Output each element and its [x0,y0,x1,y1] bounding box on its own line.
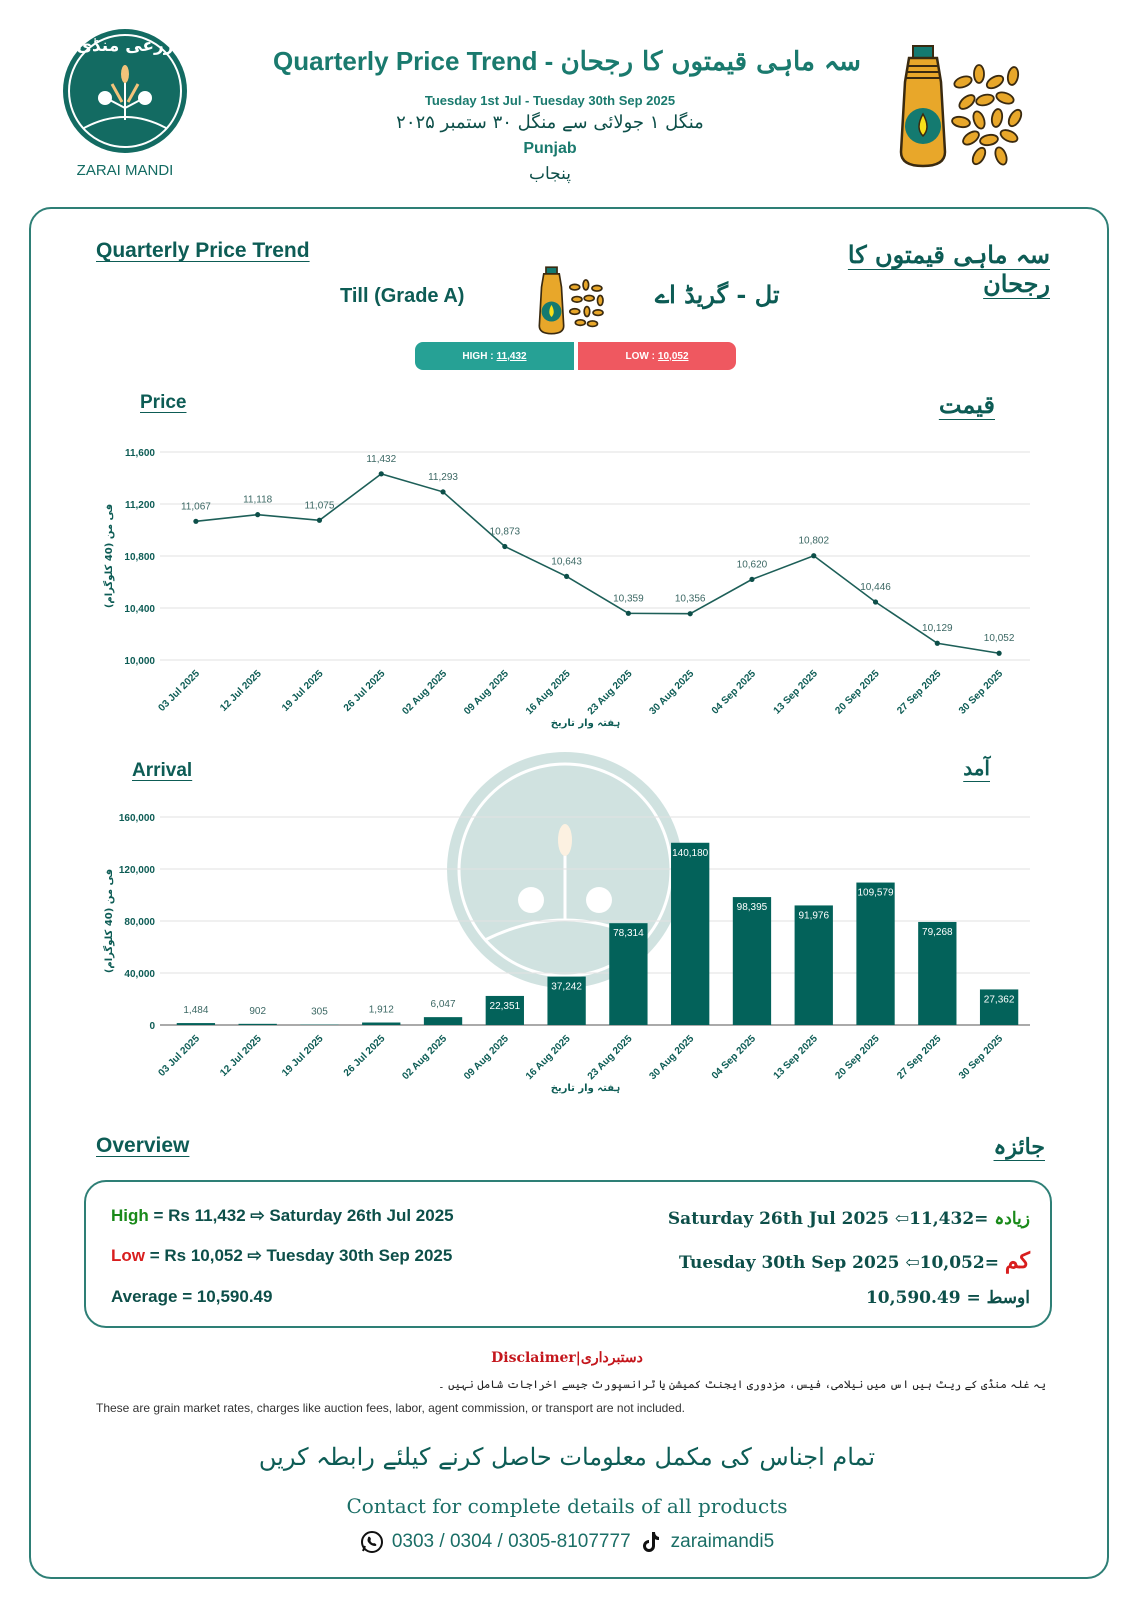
x-tick-label: 09 Aug 2025 [462,668,511,718]
page-title-en: Quarterly Price Trend - [273,46,554,76]
y-tick-label: 10,400 [124,604,155,615]
arrival-data-label: 91,976 [798,910,830,922]
price-point [440,489,445,494]
price-point [317,518,322,523]
price-data-label: 11,067 [180,501,211,513]
x-tick-label: 26 Jul 2025 [341,668,388,714]
x-tick-label: 30 Sep 2025 [956,1033,1006,1082]
x-tick-label: 04 Sep 2025 [709,1033,759,1082]
contact-text-ur: تمام اجناس کی مکمل معلومات حاصل کرنے کیلئے رابطہ کریں [258,1443,876,1471]
arrival-data-label: 98,395 [736,902,768,914]
page-title-ur: سہ ماہی قیمتوں کا رجحان [560,47,861,77]
x-tick-label: 27 Sep 2025 [895,1033,944,1082]
section-title-ur: سہ ماہی قیمتوں کا رجحان [847,240,1050,298]
overview-title: Overview [96,1134,190,1157]
overview-avg-ur [600,1288,1030,1308]
y-tick-label: 10,000 [124,656,155,667]
price-point [502,544,507,549]
y-tick-label: 80,000 [124,917,155,928]
arrival-bar [362,1023,400,1025]
price-point [564,574,569,579]
overview-avg-ur-label: اوسط [986,1288,1030,1308]
arrival-chart-title: Arrival [132,760,193,781]
y-tick-label: 11,600 [124,448,155,459]
price-point [997,651,1002,656]
arrival-bar [177,1023,215,1025]
overview-high-ur-value: Saturday 26th Jul 2025 ⇦11,432= [667,1209,989,1229]
arrival-data-label: 22,351 [489,1000,521,1012]
overview-low-label: Low [111,1246,145,1265]
arrival-bar [733,897,771,1025]
price-data-label: 10,052 [983,633,1015,645]
overview-high-ur [600,1208,1030,1229]
overview-low-ur-value: Tuesday 30th Sep 2025 ⇦10,052= [678,1253,999,1273]
phone-numbers[interactable]: 0303 / 0304 / 0305-8107777 [391,1531,631,1552]
x-tick-label: 30 Aug 2025 [647,668,697,718]
arrival-data-label: 109,579 [857,887,894,899]
y-tick-label: 10,800 [124,552,155,563]
price-data-label: 10,446 [860,582,891,594]
y-tick-label: 120,000 [118,865,155,876]
arrival-bar [671,843,709,1025]
arrival-data-label: 78,314 [613,928,644,940]
arrival-bar [856,883,894,1025]
price-point [255,512,260,517]
overview-high-value: = Rs 11,432 ⇨ Saturday 26th Jul 2025 [148,1206,454,1225]
price-data-label: 10,129 [922,623,953,635]
x-tick-label: 13 Sep 2025 [771,1033,820,1082]
price-data-label: 11,293 [428,471,458,483]
y-tick-label: 11,200 [124,500,155,511]
x-tick-label: 27 Sep 2025 [895,668,944,717]
brand-name: ZARAI MANDI [76,162,174,179]
overview-high-ur-label: زیادہ [994,1209,1030,1229]
overview-average: Average = 10,590.49 [111,1287,273,1306]
price-chart-title: Price [140,392,187,413]
price-point [626,611,631,616]
arrival-data-label: 902 [249,1005,267,1017]
x-tick-label: 30 Aug 2025 [647,1033,697,1083]
arrival-bar [424,1017,462,1025]
region-en: Punjab [523,140,577,157]
x-tick-label: 23 Aug 2025 [585,668,635,718]
arrival-bar [239,1024,277,1025]
overview-low-ur [600,1248,1030,1274]
price-point [935,641,940,646]
high-badge-value: 11,432 [496,350,527,362]
y-tick-label: 0 [149,1021,155,1032]
whatsapp-icon [360,1530,384,1554]
x-tick-label: 26 Jul 2025 [341,1033,388,1079]
low-badge-label: LOW : [625,350,655,362]
price-data-label: 11,075 [304,500,335,512]
product-name: Till (Grade A) [340,285,465,307]
arrival-data-label: 1,912 [368,1004,394,1016]
x-tick-label: 09 Aug 2025 [462,1033,511,1083]
x-tick-label: 30 Sep 2025 [956,668,1006,717]
price-chart-title-ur: قیمت [938,390,995,419]
x-tick-label: 03 Jul 2025 [156,668,203,714]
disclaimer-text-ur: یہ غلہ منڈی کے ریٹ ہیں اس میں نیلامی، فیس، مزدوری ایجنٹ کمیشن یا ٹرانسپورٹ جیسے اخراجات شامل نہیں ۔ [438,1378,1046,1391]
price-data-label: 10,359 [613,593,644,605]
x-tick-label: 20 Sep 2025 [833,1033,882,1082]
overview-low [111,1246,452,1266]
price-data-label: 10,356 [674,593,706,605]
disclaimer-title: Disclaimer|دستبرداری [491,1350,643,1366]
disclaimer-text-en: These are grain market rates, charges like auction fees, labor, agent commission, or transport are not included. [96,1401,685,1415]
price-data-label: 10,802 [798,535,830,547]
price-data-label: 10,620 [736,559,768,571]
price-data-label: 10,873 [489,526,521,538]
x-axis-label: ہفتہ وار تاریخ [550,1083,621,1094]
overview-low-value: = Rs 10,052 ⇨ Tuesday 30th Sep 2025 [145,1246,453,1265]
arrival-bar [795,905,833,1025]
x-tick-label: 20 Sep 2025 [833,668,882,717]
x-tick-label: 16 Aug 2025 [523,668,573,718]
x-tick-label: 03 Jul 2025 [156,1033,203,1079]
high-badge-label: HIGH : [462,350,494,362]
price-point [873,599,878,604]
price-data-label: 11,118 [243,494,273,506]
arrival-data-label: 27,362 [983,994,1015,1006]
tiktok-handle[interactable]: zaraimandi5 [670,1531,775,1552]
x-tick-label: 02 Aug 2025 [400,1033,450,1083]
arrival-data-label: 79,268 [922,926,953,938]
brand-logo-urdu: زرعی منڈی [76,36,174,56]
overview-avg-ur-value: 10,590.49 = [865,1288,981,1308]
region-ur: پنجاب [528,164,572,184]
overview-high-label: High [111,1206,149,1225]
contact-row [0,1530,1134,1554]
x-axis-label: ہفتہ وار تاریخ [550,718,621,729]
y-axis-label: فی من (40 کلوگرام) [104,503,115,609]
price-point [811,553,816,558]
arrival-data-label: 140,180 [672,847,709,859]
overview-high [111,1206,454,1226]
price-point [193,519,198,524]
price-data-label: 11,432 [366,453,397,465]
y-axis-label: فی من (40 کلوگرام) [104,868,115,974]
price-point [379,471,384,476]
x-tick-label: 02 Aug 2025 [400,668,450,718]
price-data-label: 10,643 [551,556,582,568]
x-tick-label: 13 Sep 2025 [771,668,820,717]
x-tick-label: 12 Jul 2025 [218,1033,264,1079]
x-tick-label: 12 Jul 2025 [218,668,264,714]
x-tick-label: 04 Sep 2025 [709,668,759,717]
y-tick-label: 40,000 [124,969,155,980]
arrival-data-label: 1,484 [183,1005,209,1017]
overview-title-ur: جائزہ [993,1134,1045,1160]
tiktok-icon [639,1530,663,1554]
x-tick-label: 23 Aug 2025 [585,1033,635,1083]
contact-text-en: Contact for complete details of all products [346,1494,788,1518]
x-tick-label: 19 Jul 2025 [280,1033,326,1079]
section-title-en: Quarterly Price Trend [96,239,310,262]
y-tick-label: 160,000 [118,813,155,824]
arrival-data-label: 37,242 [551,981,582,993]
x-tick-label: 16 Aug 2025 [523,1033,573,1083]
price-point [688,611,693,616]
arrival-data-label: 6,047 [430,999,456,1011]
product-name-ur: تل - گریڈ اے [655,280,780,309]
date-range-ur: منگل ۱ جولائی سے منگل ۳۰ ستمبر ۲۰۲۵ [396,112,704,133]
overview-low-ur-label: کم [1004,1248,1030,1274]
x-tick-label: 19 Jul 2025 [280,668,326,714]
arrival-chart-title-ur: آمد [963,756,990,780]
low-badge-value: 10,052 [657,350,689,362]
price-point [749,577,754,582]
arrival-data-label: 305 [311,1006,328,1018]
date-range-en: Tuesday 1st Jul - Tuesday 30th Sep 2025 [424,93,676,108]
